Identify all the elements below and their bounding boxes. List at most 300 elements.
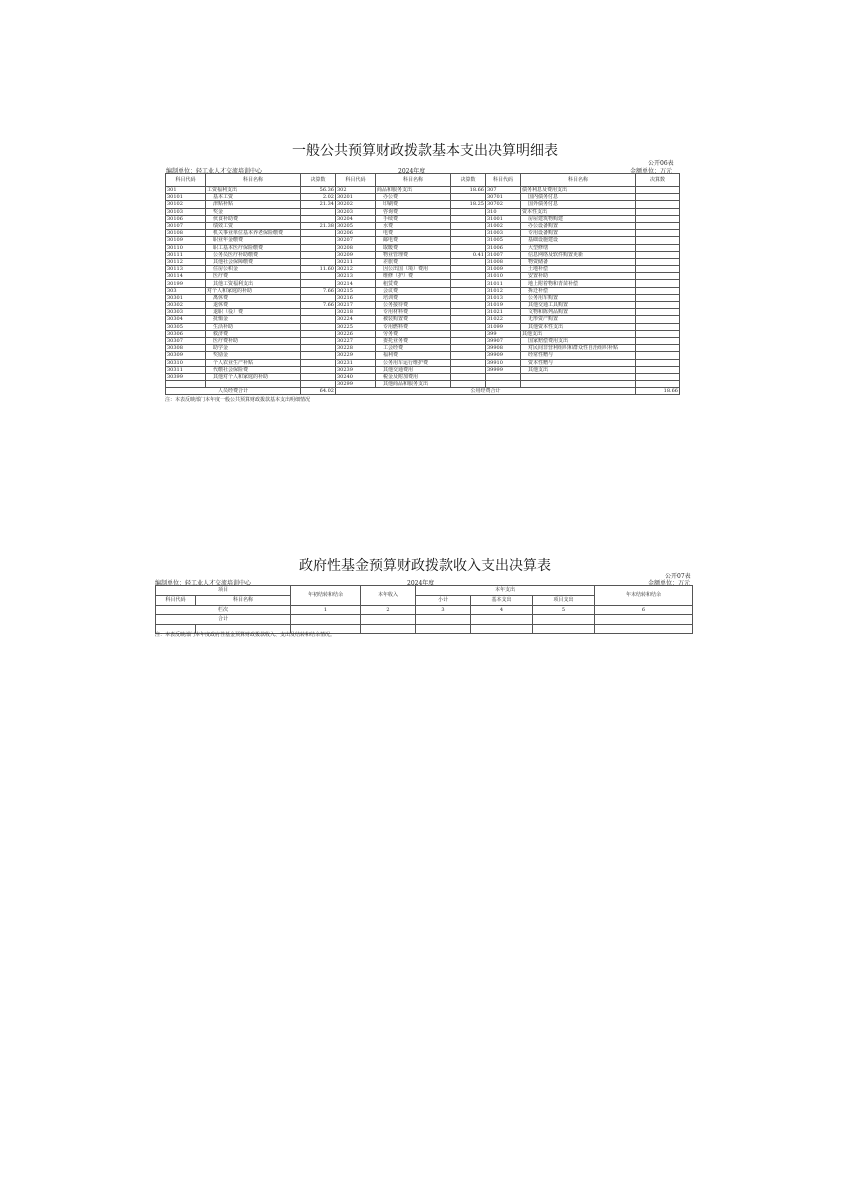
amount-cell <box>636 230 680 237</box>
code-cell: 30213 <box>336 273 376 280</box>
code-cell: 39908 <box>486 345 521 352</box>
name-cell <box>521 381 636 388</box>
amount-cell <box>636 266 680 273</box>
amount-cell: 2.02 <box>301 194 336 201</box>
name-cell: 会议费 <box>376 287 451 294</box>
code-cell: 310 <box>486 208 521 215</box>
table2 <box>155 585 693 634</box>
table-row <box>166 215 680 222</box>
name-cell: 地上附着物和青苗补偿 <box>521 280 636 287</box>
income-header: 本年收入 <box>361 586 416 606</box>
table1-money-unit: 金额单位：万元 <box>630 168 673 175</box>
code-cell: 31010 <box>486 273 521 280</box>
code-cell: 30101 <box>166 194 206 201</box>
table-row <box>166 244 680 251</box>
name-cell: 国内债务付息 <box>521 194 636 201</box>
amount-cell <box>636 258 680 265</box>
header-cell: 科目代码 <box>336 174 376 187</box>
name-cell: 退休费 <box>206 302 301 309</box>
header-cell: 科目代码 <box>486 174 521 187</box>
amount-cell <box>636 208 680 215</box>
amount-cell <box>451 294 486 301</box>
code-cell: 30304 <box>166 316 206 323</box>
name-cell: 对个人和家庭的补助 <box>206 287 301 294</box>
name-cell: 商品和服务支出 <box>376 187 451 194</box>
amount-cell <box>451 330 486 337</box>
header-cell: 决算数 <box>636 174 680 187</box>
name-cell: 其他支出 <box>521 366 636 373</box>
name-cell: 水费 <box>376 222 451 229</box>
amount-cell <box>636 337 680 344</box>
amount-cell: 56.36 <box>301 187 336 194</box>
code-cell: 31011 <box>486 280 521 287</box>
amount-cell <box>636 251 680 258</box>
amount-cell <box>451 244 486 251</box>
code-cell: 31013 <box>486 294 521 301</box>
name-cell: 福利费 <box>376 352 451 359</box>
code-cell: 30214 <box>336 280 376 287</box>
amount-cell <box>451 309 486 316</box>
column-number: 5 <box>533 605 595 615</box>
table-row <box>166 366 680 373</box>
code-cell: 30204 <box>336 215 376 222</box>
amount-cell <box>451 345 486 352</box>
code-cell: 30111 <box>166 251 206 258</box>
amount-cell <box>451 366 486 373</box>
code-cell: 307 <box>486 187 521 194</box>
table-row <box>166 345 680 352</box>
name-cell: 邮电费 <box>376 237 451 244</box>
code-cell: 30302 <box>166 302 206 309</box>
amount-cell <box>301 373 336 380</box>
name-cell: 取暖费 <box>376 244 451 251</box>
header-cell: 科目名称 <box>376 174 451 187</box>
code-cell: 30311 <box>166 366 206 373</box>
code-cell: 30112 <box>166 258 206 265</box>
table1-number: 公开06表 <box>648 160 674 167</box>
table2-number: 公开07表 <box>665 573 691 580</box>
personnel-total-value: 64.02 <box>301 388 336 395</box>
table1-note: 注：本表反映部门本年度一般公共预算财政拨款基本支出明细情况 <box>165 397 311 403</box>
code-cell: 39910 <box>486 359 521 366</box>
column-number: 1 <box>291 605 361 615</box>
code-cell: 30202 <box>336 201 376 208</box>
amount-cell: 18.66 <box>451 187 486 194</box>
amount-cell <box>636 273 680 280</box>
code-cell: 30309 <box>166 352 206 359</box>
name-cell: 抚恤金 <box>206 316 301 323</box>
code-cell: 30203 <box>336 208 376 215</box>
code-cell: 30239 <box>336 366 376 373</box>
amount-cell <box>451 287 486 294</box>
amount-cell <box>636 323 680 330</box>
amount-cell <box>301 273 336 280</box>
code-cell: 31021 <box>486 309 521 316</box>
name-cell: 其他商品和服务支出 <box>376 381 451 388</box>
column-number: 6 <box>595 605 693 615</box>
name-header: 科目名称 <box>196 595 291 605</box>
amount-cell <box>301 251 336 258</box>
amount-cell <box>636 352 680 359</box>
amount-cell <box>451 222 486 229</box>
table-row <box>166 373 680 380</box>
name-cell: 专用设备购置 <box>521 230 636 237</box>
name-cell: 奖励金 <box>206 352 301 359</box>
amount-cell <box>636 316 680 323</box>
amount-cell <box>451 381 486 388</box>
amount-cell <box>636 359 680 366</box>
amount-cell <box>301 294 336 301</box>
amount-cell <box>636 201 680 208</box>
name-cell: 伙食补助费 <box>206 215 301 222</box>
table-row <box>166 381 680 388</box>
name-cell: 办公设备购置 <box>521 222 636 229</box>
public-total-value: 18.66 <box>636 388 680 395</box>
code-cell: 39999 <box>486 366 521 373</box>
amount-cell <box>636 330 680 337</box>
name-cell: 退职（役）费 <box>206 309 301 316</box>
project-header: 项目 <box>156 586 291 596</box>
code-header: 科目代码 <box>156 595 196 605</box>
column-number: 3 <box>416 605 471 615</box>
amount-cell: 7.66 <box>301 302 336 309</box>
name-cell: 因公出国（境）费用 <box>376 266 451 273</box>
amount-cell <box>301 309 336 316</box>
code-cell: 30226 <box>336 330 376 337</box>
name-cell: 职业年金缴费 <box>206 237 301 244</box>
table-row <box>166 266 680 273</box>
code-cell: 39907 <box>486 337 521 344</box>
end-balance-header: 年末结转和结余 <box>595 586 693 606</box>
amount-cell <box>636 187 680 194</box>
amount-cell <box>451 352 486 359</box>
code-cell: 30399 <box>166 373 206 380</box>
amount-cell <box>451 316 486 323</box>
table2-header-row-1 <box>156 586 693 596</box>
name-cell: 培训费 <box>376 294 451 301</box>
name-cell: 工会经费 <box>376 345 451 352</box>
table2-note: 注：本表反映部门本年度政府性基金预算财政拨款收入、支出及结转和结余情况。 <box>155 632 336 638</box>
name-cell: 津贴补贴 <box>206 201 301 208</box>
code-cell: 30102 <box>166 201 206 208</box>
code-cell: 301 <box>166 187 206 194</box>
code-cell: 30299 <box>336 381 376 388</box>
code-cell: 31007 <box>486 251 521 258</box>
amount-cell <box>636 194 680 201</box>
name-cell: 维修（护）费 <box>376 273 451 280</box>
amount-cell: 0.41 <box>451 251 486 258</box>
name-cell: 物业管理费 <box>376 251 451 258</box>
personnel-total-label: 人员经费合计 <box>166 388 301 395</box>
table1-unit: 编制单位：轻工业人才交流培训中心 <box>166 168 263 175</box>
name-cell: 拆迁补偿 <box>521 287 636 294</box>
code-cell: 303 <box>166 287 206 294</box>
code-cell: 30306 <box>166 330 206 337</box>
code-cell: 30307 <box>166 337 206 344</box>
code-cell: 30212 <box>336 266 376 273</box>
amount-cell <box>636 366 680 373</box>
name-cell: 公务用车运行维护费 <box>376 359 451 366</box>
amount-cell <box>636 237 680 244</box>
header-cell: 决算数 <box>451 174 486 187</box>
table2-total-label: 合计 <box>156 615 291 625</box>
column-number-row <box>156 605 693 615</box>
name-cell: 电费 <box>376 230 451 237</box>
amount-cell <box>301 337 336 344</box>
code-cell: 30225 <box>336 323 376 330</box>
table-row <box>166 222 680 229</box>
amount-cell <box>636 373 680 380</box>
amount-cell <box>636 244 680 251</box>
code-cell: 30106 <box>166 215 206 222</box>
name-cell: 医疗费补助 <box>206 337 301 344</box>
code-cell: 30228 <box>336 345 376 352</box>
amount-cell: 18.25 <box>451 201 486 208</box>
name-cell: 房屋建筑物购建 <box>521 215 636 222</box>
table1-header-row <box>166 174 680 187</box>
amount-cell <box>301 359 336 366</box>
name-cell: 住房公积金 <box>206 266 301 273</box>
name-cell: 大型修缮 <box>521 244 636 251</box>
amount-cell <box>451 258 486 265</box>
name-cell: 被装购置费 <box>376 316 451 323</box>
name-cell: 经常性赠与 <box>521 352 636 359</box>
table-row <box>166 359 680 366</box>
code-cell: 30107 <box>166 222 206 229</box>
table-row <box>166 330 680 337</box>
name-cell: 机关事业单位基本养老保险缴费 <box>206 230 301 237</box>
code-cell <box>166 381 206 388</box>
amount-cell <box>301 280 336 287</box>
code-cell: 302 <box>336 187 376 194</box>
name-cell: 代缴社会保险费 <box>206 366 301 373</box>
code-cell: 30205 <box>336 222 376 229</box>
name-cell: 办公费 <box>376 194 451 201</box>
code-cell: 30216 <box>336 294 376 301</box>
code-cell: 31008 <box>486 258 521 265</box>
name-cell: 绩效工资 <box>206 222 301 229</box>
table1-year: 2024年度 <box>398 168 426 175</box>
code-cell: 30227 <box>336 337 376 344</box>
name-cell: 其他工资福利支出 <box>206 280 301 287</box>
table-row <box>166 258 680 265</box>
name-cell: 国外债务付息 <box>521 201 636 208</box>
column-number-label: 栏次 <box>156 605 291 615</box>
amount-cell <box>636 287 680 294</box>
amount-cell <box>451 280 486 287</box>
code-cell: 30310 <box>166 359 206 366</box>
table2-title: 政府性基金预算财政拨款收入支出决算表 <box>299 558 551 574</box>
name-cell: 离休费 <box>206 294 301 301</box>
amount-cell: 21.38 <box>301 222 336 229</box>
amount-cell <box>636 222 680 229</box>
amount-cell <box>301 330 336 337</box>
header-cell: 科目名称 <box>521 174 636 187</box>
code-cell: 30701 <box>486 194 521 201</box>
name-cell: 生活补助 <box>206 323 301 330</box>
code-cell: 30199 <box>166 280 206 287</box>
amount-cell <box>451 194 486 201</box>
table-row <box>166 280 680 287</box>
code-cell: 39909 <box>486 352 521 359</box>
code-cell: 30240 <box>336 373 376 380</box>
name-cell: 其他对个人和家庭的补助 <box>206 373 301 380</box>
begin-balance-header: 年初结转和结余 <box>291 586 361 606</box>
code-cell: 30301 <box>166 294 206 301</box>
amount-cell <box>451 359 486 366</box>
amount-cell <box>301 230 336 237</box>
name-cell: 公务用车购置 <box>521 294 636 301</box>
code-cell: 30208 <box>336 244 376 251</box>
table-row <box>166 316 680 323</box>
name-cell: 文物和陈列品购置 <box>521 309 636 316</box>
name-cell: 国家赔偿费用支出 <box>521 337 636 344</box>
table-row <box>166 352 680 359</box>
name-cell: 债务利息及费用支出 <box>521 187 636 194</box>
header-cell: 决算数 <box>301 174 336 187</box>
code-cell: 31099 <box>486 323 521 330</box>
amount-cell: 11.60 <box>301 266 336 273</box>
header-cell: 科目名称 <box>206 174 301 187</box>
amount-cell <box>451 273 486 280</box>
code-cell <box>486 373 521 380</box>
amount-cell <box>636 302 680 309</box>
code-cell: 399 <box>486 330 521 337</box>
table-row <box>166 237 680 244</box>
amount-cell <box>451 215 486 222</box>
table2-unit: 编制单位：轻工业人才交流培训中心 <box>155 580 252 587</box>
code-cell: 31022 <box>486 316 521 323</box>
amount-cell <box>301 208 336 215</box>
amount-cell <box>451 230 486 237</box>
name-cell: 物资储备 <box>521 258 636 265</box>
code-cell: 30218 <box>336 309 376 316</box>
amount-cell <box>636 309 680 316</box>
code-cell: 30215 <box>336 287 376 294</box>
amount-cell <box>451 373 486 380</box>
code-cell: 30231 <box>336 359 376 366</box>
name-cell: 专用材料费 <box>376 309 451 316</box>
name-cell: 安置补助 <box>521 273 636 280</box>
name-cell: 奖金 <box>206 208 301 215</box>
table2-total-row <box>156 615 693 625</box>
name-cell: 无形资产购置 <box>521 316 636 323</box>
name-cell: 其他交通工具购置 <box>521 302 636 309</box>
name-cell: 差旅费 <box>376 258 451 265</box>
code-cell: 30206 <box>336 230 376 237</box>
name-cell: 专用燃料费 <box>376 323 451 330</box>
header-cell: 科目代码 <box>166 174 206 187</box>
table-row <box>166 230 680 237</box>
name-cell: 公务接待费 <box>376 302 451 309</box>
amount-cell <box>301 244 336 251</box>
table2-year: 2024年度 <box>407 580 435 587</box>
table-row <box>166 208 680 215</box>
code-cell: 30201 <box>336 194 376 201</box>
table1 <box>165 173 680 395</box>
name-cell: 其他社会保障缴费 <box>206 258 301 265</box>
amount-cell <box>301 366 336 373</box>
amount-cell <box>301 381 336 388</box>
amount-cell <box>451 337 486 344</box>
amount-cell <box>301 258 336 265</box>
amount-cell <box>301 215 336 222</box>
amount-cell <box>451 302 486 309</box>
amount-cell: 21.34 <box>301 201 336 208</box>
table2-money-unit: 金额单位：万元 <box>648 580 691 587</box>
code-cell: 30109 <box>166 237 206 244</box>
name-cell: 医疗费 <box>206 273 301 280</box>
code-cell: 30224 <box>336 316 376 323</box>
table1-title: 一般公共预算财政拨款基本支出决算明细表 <box>292 143 558 159</box>
subtotal-header: 小计 <box>416 595 471 605</box>
table-row <box>166 302 680 309</box>
name-cell: 对民间非营利组织和群众性自治组织补贴 <box>521 345 636 352</box>
name-cell: 手续费 <box>376 215 451 222</box>
table-row <box>166 251 680 258</box>
name-cell: 其他资本性支出 <box>521 323 636 330</box>
amount-cell <box>301 316 336 323</box>
name-cell: 租赁费 <box>376 280 451 287</box>
name-cell: 职工基本医疗保险缴费 <box>206 244 301 251</box>
expend-header: 本年支出 <box>416 586 595 596</box>
table-row <box>166 323 680 330</box>
code-cell: 30207 <box>336 237 376 244</box>
name-cell: 税金及附加费用 <box>376 373 451 380</box>
amount-cell <box>451 208 486 215</box>
amount-cell <box>636 345 680 352</box>
name-cell <box>521 373 636 380</box>
code-cell: 30305 <box>166 323 206 330</box>
name-cell: 助学金 <box>206 345 301 352</box>
table-row <box>166 337 680 344</box>
code-cell: 30308 <box>166 345 206 352</box>
amount-cell <box>636 280 680 287</box>
amount-cell <box>636 215 680 222</box>
name-cell: 其他交通费用 <box>376 366 451 373</box>
name-cell: 劳务费 <box>376 330 451 337</box>
name-cell: 其他支出 <box>521 330 636 337</box>
code-cell: 31006 <box>486 244 521 251</box>
name-cell: 工资福利支出 <box>206 187 301 194</box>
table-row <box>166 309 680 316</box>
code-cell: 30108 <box>166 230 206 237</box>
amount-cell <box>301 237 336 244</box>
name-cell: 个人农业生产补贴 <box>206 359 301 366</box>
code-cell: 30114 <box>166 273 206 280</box>
basic-expend-header: 基本支出 <box>471 595 533 605</box>
code-cell: 30211 <box>336 258 376 265</box>
code-cell: 31003 <box>486 230 521 237</box>
code-cell <box>486 381 521 388</box>
code-cell: 30702 <box>486 201 521 208</box>
code-cell: 30229 <box>336 352 376 359</box>
project-expend-header: 项目支出 <box>533 595 595 605</box>
code-cell: 31019 <box>486 302 521 309</box>
name-cell: 基本工资 <box>206 194 301 201</box>
name-cell: 基础设施建设 <box>521 237 636 244</box>
table-row <box>166 187 680 194</box>
code-cell: 31001 <box>486 215 521 222</box>
name-cell: 咨询费 <box>376 208 451 215</box>
public-total-label: 公用经费合计 <box>336 388 636 395</box>
name-cell <box>206 381 301 388</box>
amount-cell <box>636 294 680 301</box>
name-cell: 信息网络及软件购置更新 <box>521 251 636 258</box>
code-cell: 30303 <box>166 309 206 316</box>
code-cell: 31002 <box>486 222 521 229</box>
amount-cell <box>301 352 336 359</box>
